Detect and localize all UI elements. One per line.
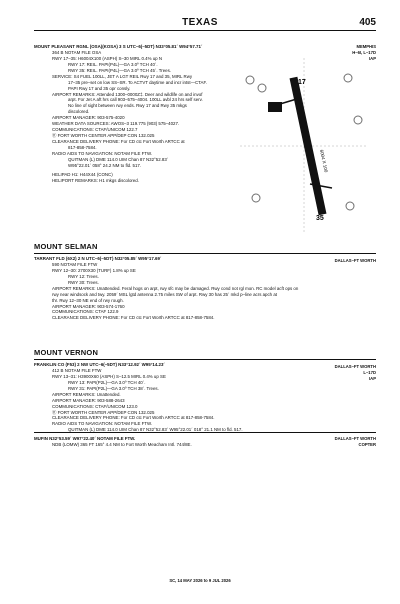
- runway-line: RWY 13–31: H3900X60 (ASPH) S–12.5 MIRL 0.4% up SE: [52, 373, 166, 379]
- airport-subtitle: 412 B NOTAM FILE FTW: [52, 367, 102, 373]
- section-rule: [34, 253, 376, 254]
- apron: [268, 102, 282, 112]
- remarks-line: AIRPORT REMARKS: Unattended. Feral hogs on arpt, rwy sfc may be damaged. Rwy cond not rgl mon. RC model acft ops on: [52, 285, 299, 291]
- airport-subtitle: 364 B NOTAM FILE OSA: [52, 49, 102, 55]
- navaid-line: W95°22.01´ 058° 24.2 NM to fld. 517.: [68, 162, 142, 168]
- navaid-detail-line: NDB (LOMW) 365 FT 165° 4.4 NM to Fort Worth Meacham Intl. 744/8E.: [52, 441, 192, 447]
- remarks-line: thr. Rwy 12–30 NE end of rwy rough.: [52, 297, 124, 303]
- airport-diagram: [240, 58, 368, 234]
- navaid-line: QUITMAN (L) DME 114.0 UIM Chan 87 N32°52.83´ W95°22.01´ 018° 21.1 NM to fld. 517.: [68, 427, 243, 433]
- comms-line: Ⓡ FORT WORTH CENTER APP/DEP CON 132.025: [52, 133, 155, 139]
- entry-mount-pleasant: [34, 44, 244, 184]
- entry4-chart-refs: [335, 436, 376, 448]
- heliport-remarks-line: HELIPORT REMARKS: H1 mkgs discolored.: [52, 177, 139, 183]
- page-number: 405: [359, 17, 376, 28]
- comms-line: COMMUNICATIONS: CTAF/UNICOM 123.0: [52, 403, 138, 409]
- section-rule: [34, 432, 376, 433]
- navaid-line: QUITMAN (L) DME 114.0 UIM Chan 87 N32°52.83´: [68, 156, 169, 162]
- runway-end-line: RWY 31: PAPI(P2L)—GA 3.0º TCH 38´. Trees.: [68, 385, 159, 391]
- clearance-line: CLEARANCE DELIVERY PHONE: For CD ctc Fort Worth ARTCC at: [52, 139, 185, 144]
- clearance-line: CLEARANCE DELIVERY PHONE: For CD ctc Fort Worth ARTCC at 817-858-7584.: [52, 415, 215, 421]
- city-section-title: MOUNT SELMAN: [34, 242, 98, 251]
- remarks-line: discolored.: [68, 109, 90, 115]
- manager-line: AIRPORT MANAGER: 903-588-2643: [52, 397, 125, 403]
- remarks-line: rwy near windsock and twy. 2059´ MSL lgtd antenna 2.75 miles SW of arpt. Rwy 30 has 25´ mkd p–line acrs apch at: [52, 291, 278, 297]
- chart-ref: DALLAS–FT WORTH: [334, 436, 376, 441]
- clearance-line: 817-858-7584.: [68, 144, 97, 150]
- remarks-line: No line of sight between rwy ends. Rwy 17 and Rwy 35 mkgs: [68, 103, 187, 109]
- chart-ref: L–17D: [363, 369, 376, 375]
- runway-dimension-label: 6004 X 100: [319, 149, 329, 173]
- effective-dates-footer: SC, 14 MAY 2026 to 9 JUL 2026: [169, 578, 231, 583]
- airport-subtitle: 590 NOTAM FILE FTW: [52, 261, 98, 267]
- city-section-title: MOUNT VERNON: [34, 348, 99, 357]
- runway-end-line: RWY 35: REIL. PAPI(P4L)—GA 3.0º TCH 45´. Trees.: [68, 67, 172, 73]
- page-state-title: TEXAS: [182, 17, 218, 28]
- remarks-line: arpt. For Jet A aft hrs call 903–575–4004. 100LL avbl 24 hrs self serv.: [68, 97, 203, 103]
- airport-title: MOUNT PLEASANT RGNL (OSA)(KOSA) 3 S UTC–6(–5DT) N33°05.81´ W94°57.71´: [34, 44, 203, 49]
- chart-ref: H–6I, L–17D: [352, 49, 376, 55]
- chart-ref[interactable]: IAP: [369, 375, 376, 381]
- comms-line: COMMUNICATIONS: CTAF/UNICOM 122.7: [52, 127, 138, 133]
- clearance-line: CLEARANCE DELIVERY PHONE: For CD ctc Fort Worth ARTCC at 817-858-7584.: [52, 315, 215, 321]
- entry3-chart-refs: [335, 364, 376, 382]
- airport-title: TARRANT FLD (6X2) 2 N UTC–6(–5DT) N32°05.85´ W95°17.69´: [34, 256, 162, 261]
- remarks-line: AIRPORT REMARKS: Unattended.: [52, 391, 121, 397]
- chart-ref: COPTER: [358, 441, 376, 447]
- runway-line: RWY 17–35: H6004X100 (ASPH) S–30 MIRL 0.4% up N: [52, 55, 162, 61]
- manager-line: AIRPORT MANAGER: 903-575-4020: [52, 115, 125, 121]
- service-line: PAPI Rwy 17 and 35 opr consly.: [68, 85, 131, 91]
- entry-tarrant-fld: [34, 256, 334, 321]
- navaid-title: MUFIN N32°53.59´ W97°22.40´ NOTAM FILE FTW.: [34, 436, 136, 441]
- runway-line: RWY 12–30: 2700X30 (TURF) 1.8% up SE: [52, 267, 136, 273]
- chart-ref: DALLAS–FT WORTH: [334, 258, 376, 263]
- header-rule: [34, 30, 376, 31]
- runway-end-line: RWY 17: REIL. PAPI(P4L)—GA 3.0º TCH 40´.: [68, 61, 158, 67]
- service-line: 17–35 pre–set on low SS–SR. To ACTVT daytime and incr intst—CTAF.: [68, 79, 207, 85]
- chart-ref[interactable]: IAP: [369, 55, 376, 61]
- entry2-chart-refs: [335, 258, 376, 264]
- navaid-line: RADIO AIDS TO NAVIGATION: NOTAM FILE FTW.: [52, 150, 153, 156]
- helipad-line: HELIPAD H1: H44X44 (CONC): [52, 171, 113, 177]
- service-line: SERVICE: S4 FUEL 100LL, JET A LGT REIL Rwy 17 and 35, MIRL Rwy: [52, 73, 193, 79]
- comms-line: Ⓡ FORT WORTH CENTER APP/DEP CON 132.025: [52, 409, 155, 415]
- entry-mufin: [34, 436, 334, 448]
- chart-ref: DALLAS–FT WORTH: [334, 364, 376, 369]
- runway-end-17-label: 17: [298, 79, 306, 86]
- runway-end-35-label: 35: [316, 215, 324, 222]
- comms-line: COMMUNICATIONS: CTAF 122.9: [52, 309, 119, 315]
- runway-end-line: RWY 30: Trees.: [68, 279, 99, 285]
- airport-title: FRANKLIN CO (F53) 2 NW UTC–6(–5DT) N33°12.92´ W95°14.23´: [34, 362, 165, 367]
- runway-end-line: RWY 12: Trees.: [68, 273, 99, 279]
- manager-line: AIRPORT MANAGER: 903-574-1760: [52, 303, 125, 309]
- runway-end-line: RWY 13: PAPI(P2L)—GA 3.0º TCH 40´.: [68, 379, 146, 385]
- remarks-line: AIRPORT REMARKS: Attended 1300–0000Z‡. Deer and wildlife on and invof: [52, 91, 203, 97]
- navaid-line: RADIO AIDS TO NAVIGATION: NOTAM FILE FTW.: [52, 421, 153, 427]
- section-rule: [34, 359, 376, 360]
- weather-line: WEATHER DATA SOURCES: AWOS–3 119.775 (903) 575–4027.: [52, 121, 180, 127]
- entry-franklin-co: [34, 362, 334, 433]
- chart-ref: MEMPHIS: [356, 44, 376, 49]
